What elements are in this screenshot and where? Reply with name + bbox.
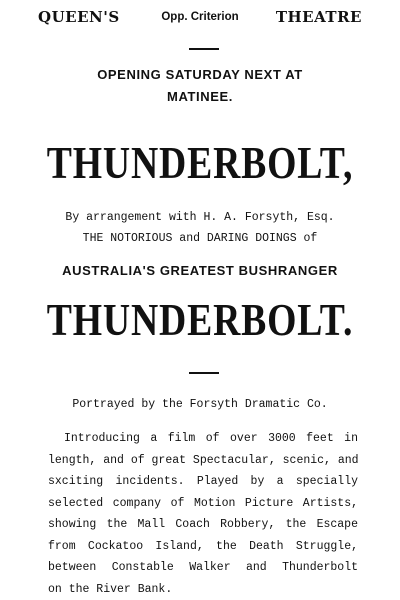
description-line: showing the Mall Coach Robbery, the Escape: [48, 518, 358, 531]
description-paragraph: [48, 428, 358, 600]
description-line: sxciting incidents. Played by a specially: [48, 475, 358, 488]
opening-announcement: [0, 64, 400, 108]
headline-title: THUNDERBOLT,: [46, 137, 354, 188]
divider-rule: [189, 48, 219, 50]
arrangement-text: [0, 207, 400, 249]
opening-line: OPENING SATURDAY NEXT AT: [97, 67, 303, 82]
subtitle: AUSTRALIA'S GREATEST BUSHRANGER: [62, 263, 338, 278]
secondary-title: THUNDERBOLT.: [46, 294, 354, 345]
venue-name: QUEEN'S: [38, 8, 120, 26]
description-line: length, and of great Spectacular, scenic, and: [48, 453, 359, 467]
divider-rule: [189, 372, 219, 374]
description-line: from Cockatoo Island, the Death Struggle,: [48, 539, 358, 553]
theatre-label: THEATRE: [275, 8, 362, 26]
arrangement-line: THE NOTORIOUS and DARING DOINGS of: [82, 232, 318, 245]
venue-location: Opp. Criterion: [161, 11, 239, 23]
arrangement-line: By arrangement with H. A. Forsyth, Esq.: [65, 211, 335, 224]
masthead: [38, 8, 362, 32]
credit-line: Portrayed by the Forsyth Dramatic Co.: [72, 398, 328, 411]
description-line: between Constable Walker and Thunderbolt: [48, 561, 358, 574]
description-line: Introducing a film of over 3000 feet in: [64, 432, 358, 445]
opening-line: MATINEE.: [167, 89, 233, 104]
description-line: selected company of Motion Picture Artists,: [48, 496, 358, 510]
description-line: on the River Bank.: [48, 582, 173, 596]
